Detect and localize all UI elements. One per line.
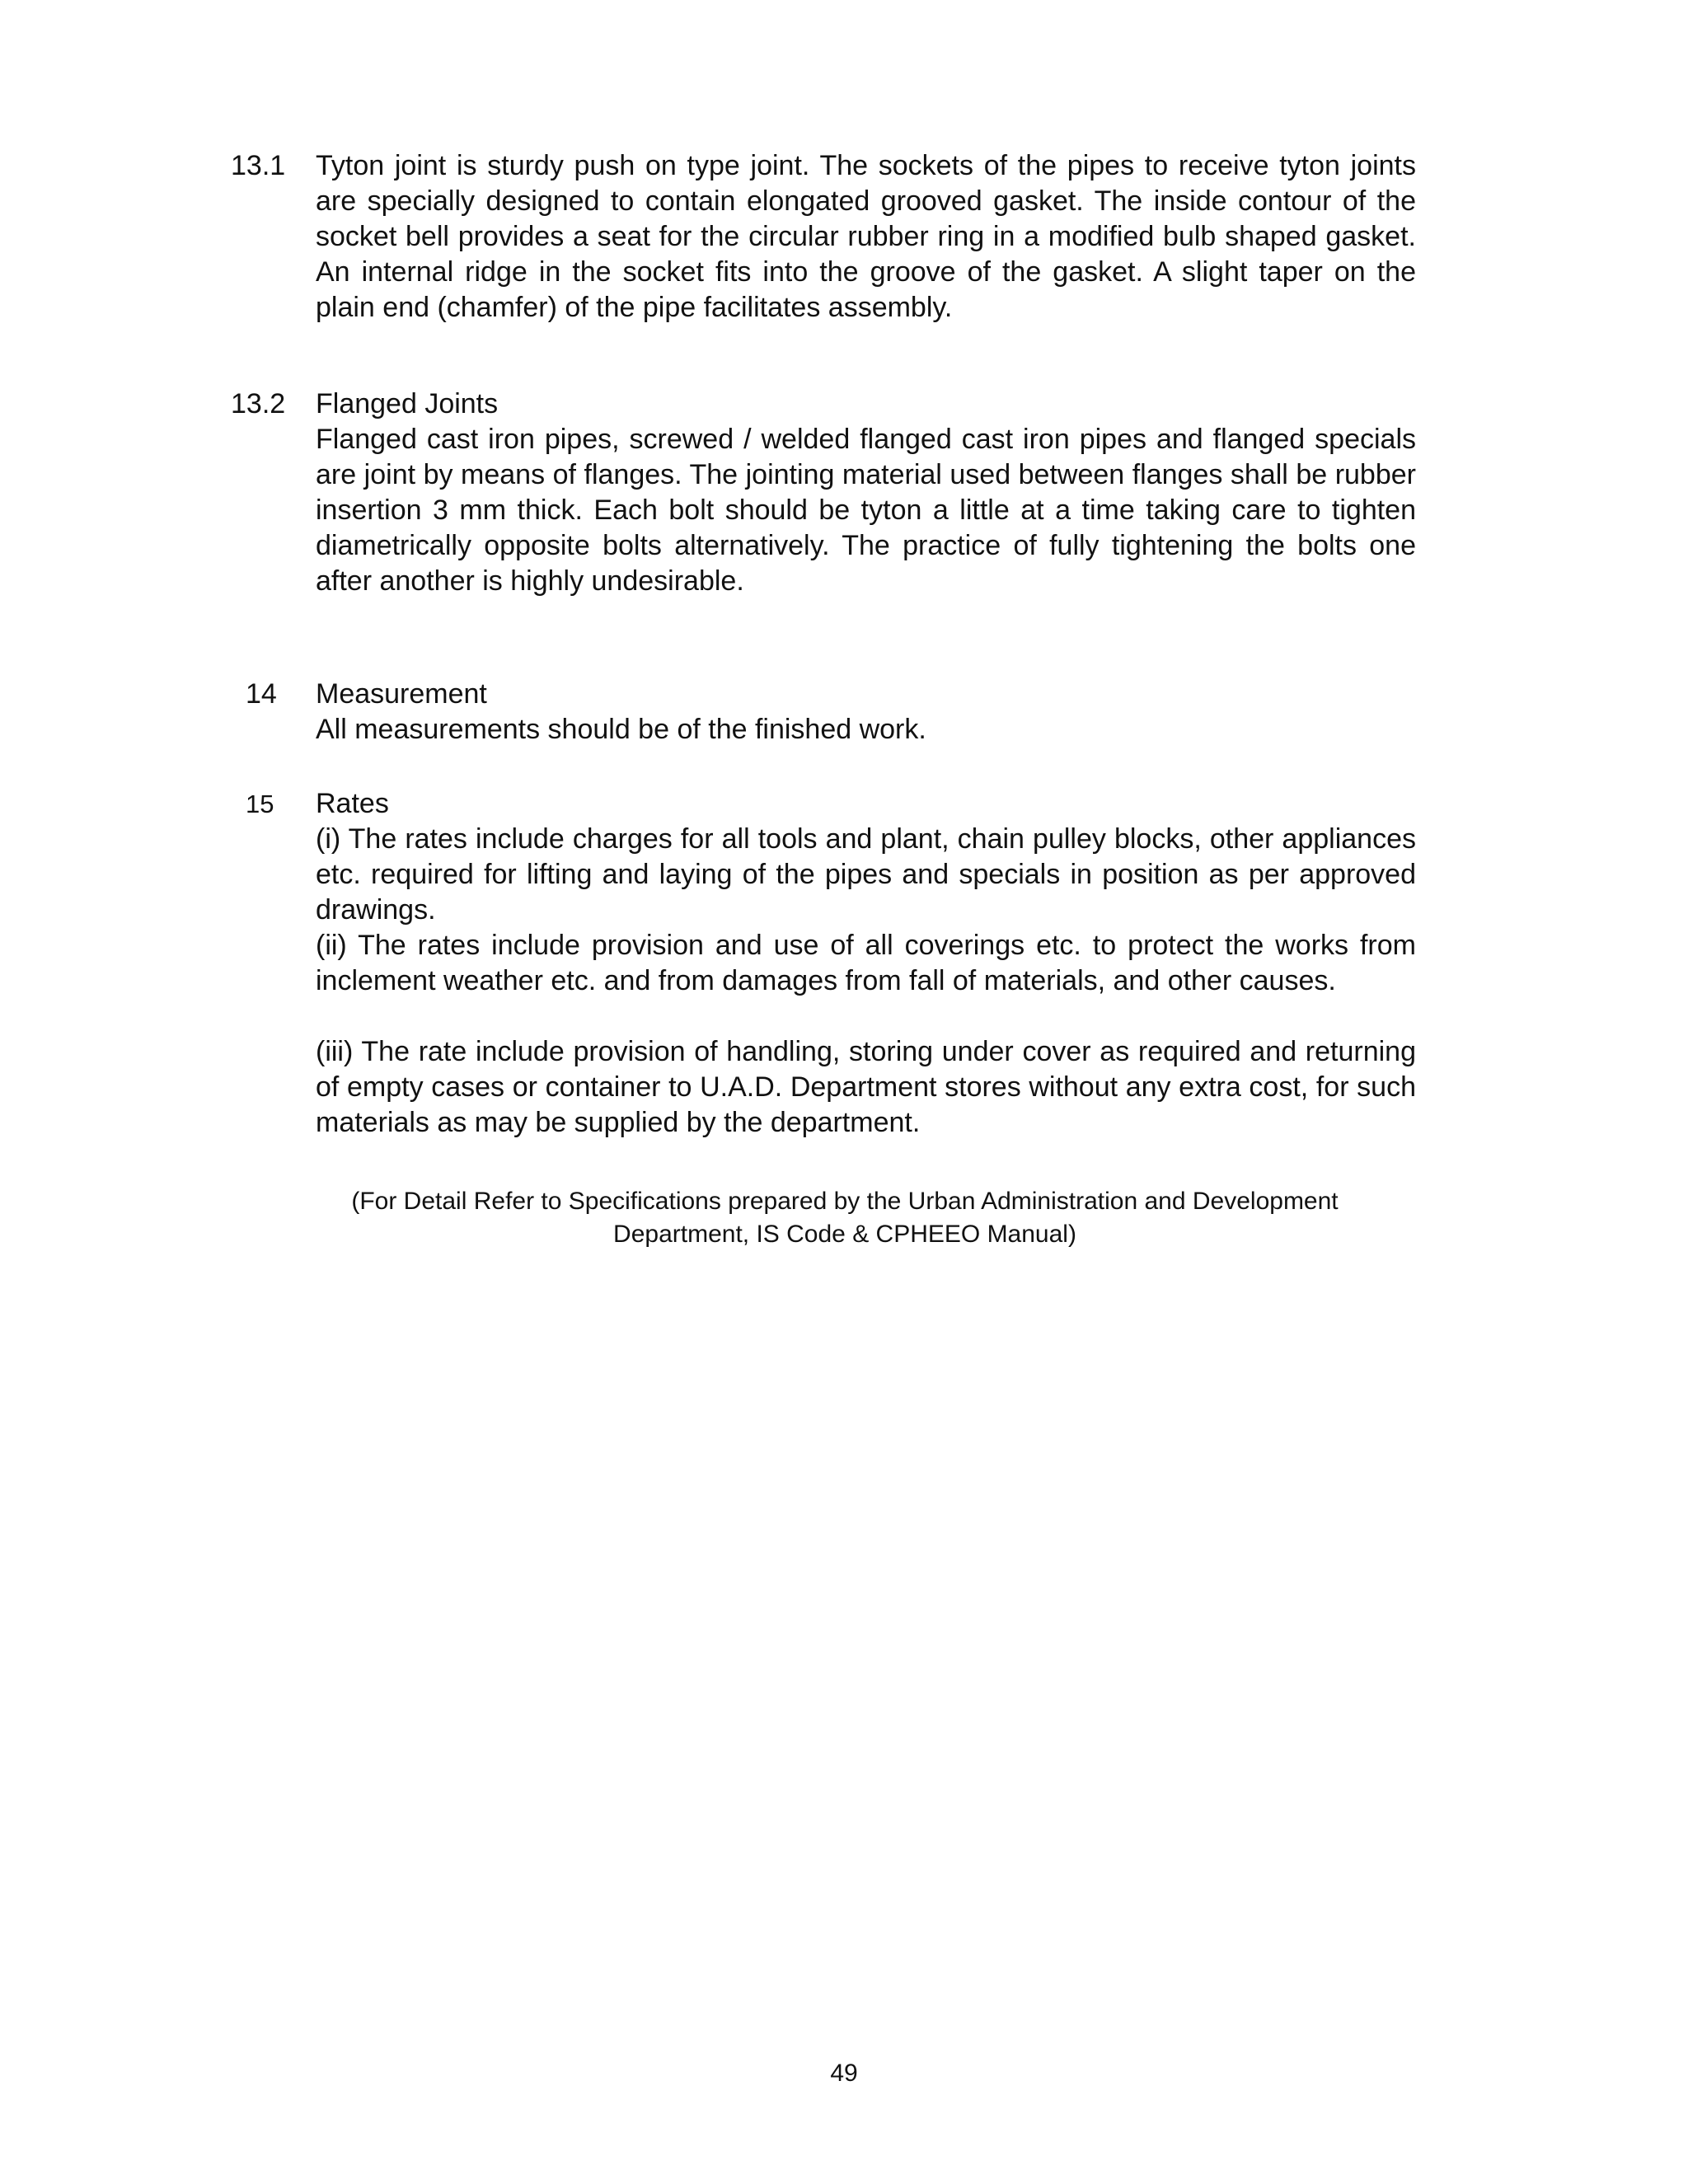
section-paragraph: Tyton joint is sturdy push on type joint. The sockets of the pipes to receive tyton joints are specially designed to contain elongated grooved gasket. The inside contour of the socket bell provides a seat for the circular rubber ring in a modified bulb shaped gasket. An internal ridge in the socket fits into the groove of the gasket. A slight taper on the plain end (chamfer) of the pipe facilitates assembly. bbox=[316, 150, 1416, 323]
paragraph-gap bbox=[316, 999, 1416, 1034]
page-number: 49 bbox=[830, 2060, 858, 2087]
reference-note: (For Detail Refer to Specifications prepared by the Urban Administration and Development Department, IS Code & CPHEEO Manual) bbox=[351, 1188, 1339, 1248]
section-body bbox=[316, 148, 1416, 326]
section-heading: Rates bbox=[316, 788, 389, 819]
section-heading: Measurement bbox=[316, 678, 487, 710]
section-number: 14 bbox=[246, 678, 277, 710]
section-number: 15 bbox=[246, 790, 274, 818]
rate-item-iii: (iii) The rate include provision of handling, storing under cover as required and returning of empty cases or container to U.A.D. Department stores without any extra cost, for such materials as may be supplied by the department. bbox=[316, 1036, 1416, 1138]
section-paragraph: Flanged cast iron pipes, screwed / welded flanged cast iron pipes and flanged specials are joint by means of flanges. The jointing material used between flanges shall be rubber insertion 3 mm thick. Each bolt should be tyton a little at a time taking care to tighten diametrically opposite bolts alternatively. The practice of fully tightening the bolts one after another is highly undesirable. bbox=[316, 424, 1416, 597]
section-body bbox=[316, 387, 1416, 599]
rate-item-i: (i) The rates include charges for all tools and plant, chain pulley blocks, other appliances etc. required for lifting and laying of the pipes and specials in position as per approved drawings. bbox=[316, 823, 1416, 926]
rate-item-ii: (ii) The rates include provision and use of all coverings etc. to protect the works from inclement weather etc. and from damages from fall of materials, and other causes. bbox=[316, 930, 1416, 996]
section-body bbox=[316, 786, 1416, 1141]
section-number: 13.2 bbox=[231, 388, 286, 419]
section-body bbox=[316, 677, 1416, 748]
section-heading: Flanged Joints bbox=[316, 388, 499, 419]
section-paragraph: All measurements should be of the finished work. bbox=[316, 714, 926, 745]
section-number: 13.1 bbox=[231, 150, 286, 181]
